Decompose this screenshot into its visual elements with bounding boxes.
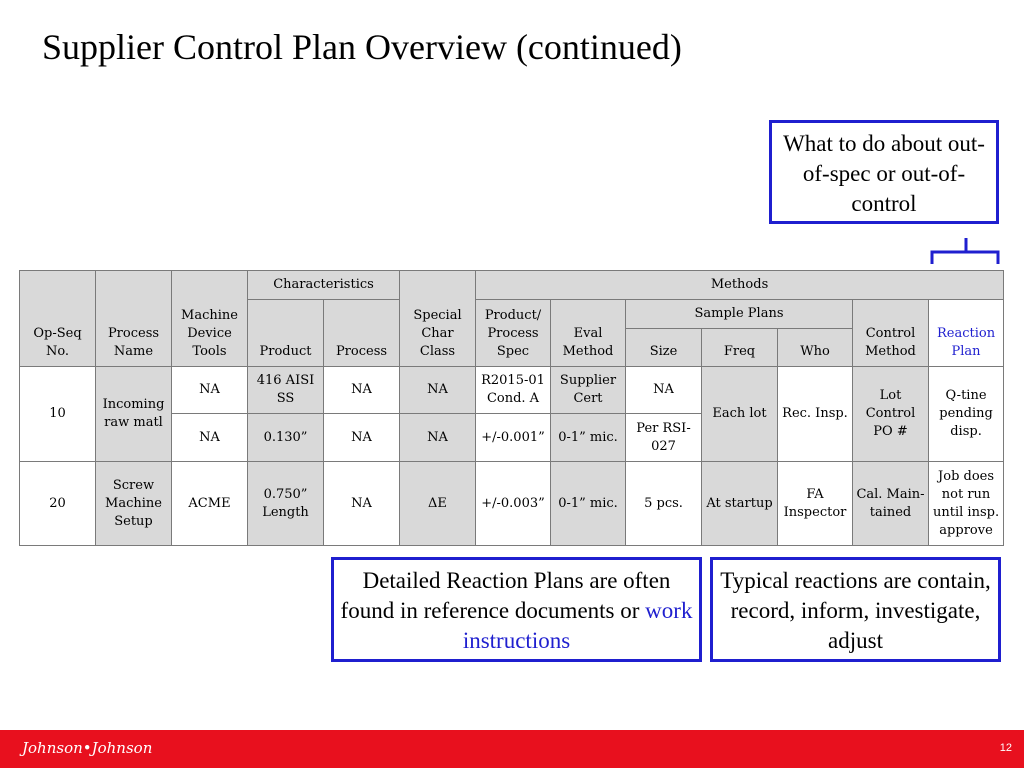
header-sample-plans: Sample Plans [626,300,853,329]
reference-docs-text: Detailed Reaction Plans are often found in reference documents or [340,568,671,623]
header-reaction-plan: Reaction Plan [929,300,1004,367]
header-process: Process [324,300,400,367]
cell-product: 416 AISI SS [248,367,324,414]
cell-eval: 0-1” mic. [551,462,626,546]
header-who: Who [778,329,853,367]
cell-process-name: Screw Machine Setup [96,462,172,546]
cell-process-name: Incoming raw matl [96,367,172,462]
table-row [20,462,1004,546]
typical-reactions-callout: Typical reactions are contain, record, inform, investigate, adjust [710,557,1001,662]
cell-product: 0.130” [248,414,324,462]
header-process-name: Process Name [96,271,172,367]
cell-control: Cal. Main-tained [853,462,929,546]
cell-spec: +/-0.003” [476,462,551,546]
cell-product: 0.750” Length [248,462,324,546]
company-logo: Johnson•Johnson [22,739,153,757]
cell-special: ΔE [400,462,476,546]
cell-who: FA Inspector [778,462,853,546]
cell-process: NA [324,367,400,414]
cell-freq: At startup [702,462,778,546]
cell-process: NA [324,414,400,462]
table-row [20,367,1004,414]
header-eval-method: Eval Method [551,300,626,367]
cell-who: Rec. Insp. [778,367,853,462]
header-machine: Machine Device Tools [172,271,248,367]
page-number: 12 [999,742,1012,754]
cell-op: 10 [20,367,96,462]
reaction-bracket [930,236,1000,266]
cell-reaction: Job does not run until insp. approve [929,462,1004,546]
cell-machine: NA [172,414,248,462]
header-control-method: Control Method [853,300,929,367]
control-plan-table [19,270,1004,546]
header-op-seq: Op-Seq No. [20,271,96,367]
cell-size: 5 pcs. [626,462,702,546]
cell-op: 20 [20,462,96,546]
reference-docs-callout [331,557,702,662]
header-freq: Freq [702,329,778,367]
cell-process: NA [324,462,400,546]
work-instructions-link[interactable]: work instructions [462,598,693,653]
cell-eval: 0-1” mic. [551,414,626,462]
cell-machine: ACME [172,462,248,546]
slide-title: Supplier Control Plan Overview (continued) [42,27,682,67]
header-size: Size [626,329,702,367]
header-characteristics: Characteristics [248,271,400,300]
cell-spec: +/-0.001” [476,414,551,462]
footer-bar [0,730,1024,768]
reaction-plan-callout: What to do about out-of-spec or out-of-control [769,120,999,224]
cell-special: NA [400,367,476,414]
cell-control: Lot Control PO # [853,367,929,462]
header-product: Product [248,300,324,367]
cell-machine: NA [172,367,248,414]
cell-size: NA [626,367,702,414]
cell-freq: Each lot [702,367,778,462]
header-spec: Product/ Process Spec [476,300,551,367]
cell-eval: Supplier Cert [551,367,626,414]
header-special-char: Special Char Class [400,271,476,367]
cell-size: Per RSI-027 [626,414,702,462]
cell-spec: R2015-01 Cond. A [476,367,551,414]
cell-reaction: Q-tine pending disp. [929,367,1004,462]
header-methods: Methods [476,271,1004,300]
cell-special: NA [400,414,476,462]
